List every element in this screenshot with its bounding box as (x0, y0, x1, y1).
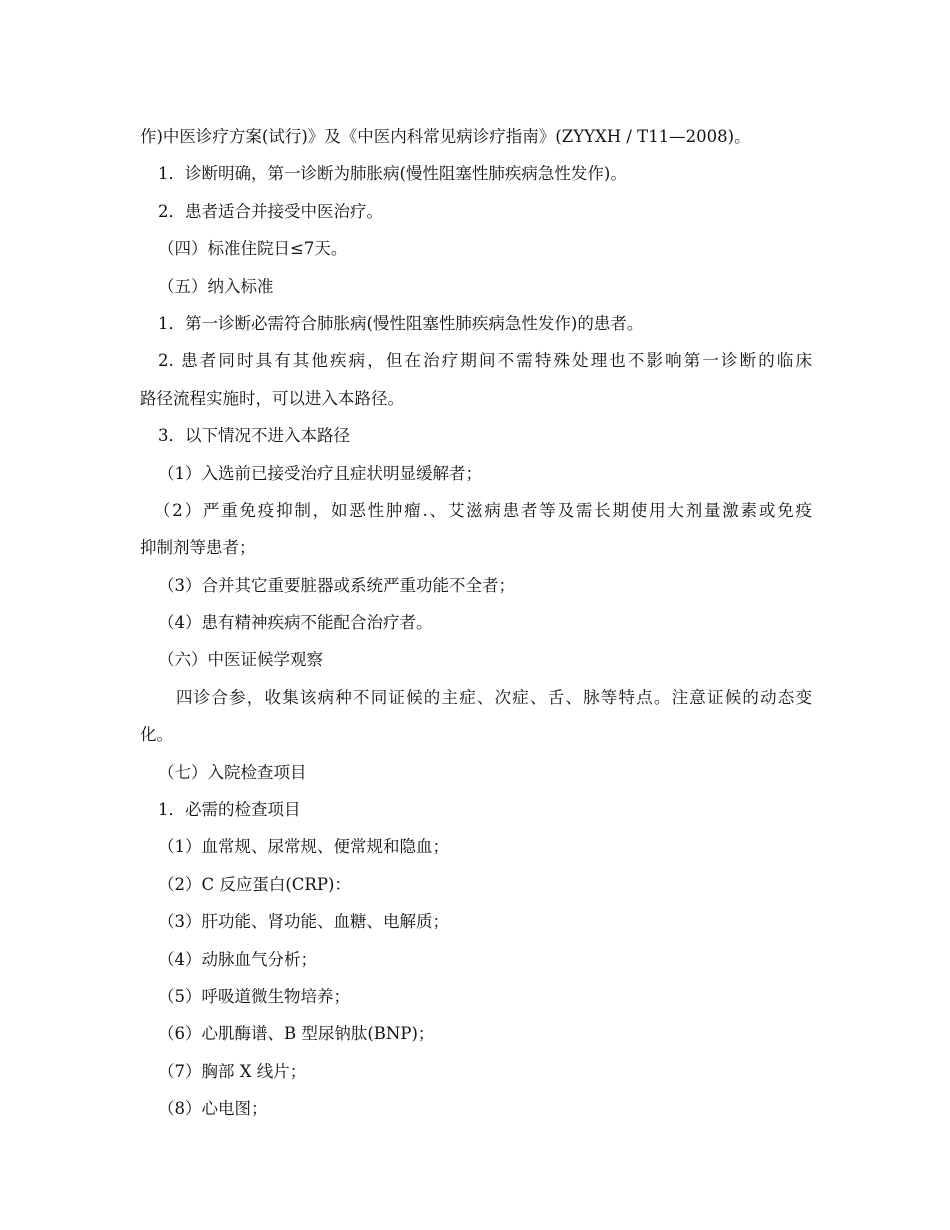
text-line: 3．以下情况不进入本路径 (158, 426, 350, 446)
list-item: （5）呼吸道微生物培养； (158, 986, 350, 1006)
text-line: （3）合并其它重要脏器或系统严重功能不全者； (158, 575, 515, 595)
section-heading: （六）中医证候学观察 (158, 650, 323, 670)
text-line: （4）患有精神疾病不能配合治疗者。 (158, 613, 433, 633)
text-line: （1）入选前已接受治疗且症状明显缓解者； (158, 463, 482, 483)
text-line: 1．第一诊断必需符合肺胀病(慢性阻塞性肺疾病急性发作)的患者。 (158, 313, 644, 333)
section-heading: （五）纳入标准 (158, 276, 274, 296)
text-line: 作)中医诊疗方案(试行)》及《中医内科常见病诊疗指南》(ZYYXH / T11—2008)。 (140, 127, 751, 146)
list-item: （4）动脉血气分析； (158, 949, 317, 969)
text-line: 1．诊断明确，第一诊断为肺胀病(慢性阻塞性肺疾病急性发作)。 (158, 164, 627, 184)
text-line: 2. 患者同时具有其他疾病，但在治疗期间不需特殊处理也不影响第一诊断的临床 (158, 351, 812, 371)
text-line: 2．患者适合并接受中医治疗。 (158, 201, 383, 221)
list-item: （1）血常规、尿常规、便常规和隐血； (158, 837, 449, 857)
list-item: （8）心电图； (158, 1099, 268, 1119)
list-item: （2）C 反应蛋白(CRP)： (158, 874, 351, 894)
section-heading: （七）入院检查项目 (158, 762, 307, 782)
text-line: 路径流程实施时，可以进入本路径。 (140, 388, 404, 408)
text-line: 抑制剂等患者； (140, 538, 256, 558)
text-line: 1．必需的检查项目 (158, 800, 301, 820)
section-heading: （四）标准住院日≤7天。 (158, 239, 348, 259)
document-body (140, 118, 812, 1128)
list-item: （7）胸部 X 线片； (158, 1061, 307, 1081)
text-line: 化。 (140, 725, 173, 745)
list-item: （6）心肌酶谱、B 型尿钠肽(BNP)； (158, 1024, 435, 1044)
text-line: 四诊合参，收集该病种不同证候的主症、次症、舌、脉等特点。注意证候的动态变 (176, 687, 812, 707)
list-item: （3）肝功能、肾功能、血糖、电解质； (158, 912, 449, 932)
text-line: （2）严重免疫抑制，如恶性肿瘤.、艾滋病患者等及需长期使用大剂量激素或免疫 (154, 500, 812, 520)
